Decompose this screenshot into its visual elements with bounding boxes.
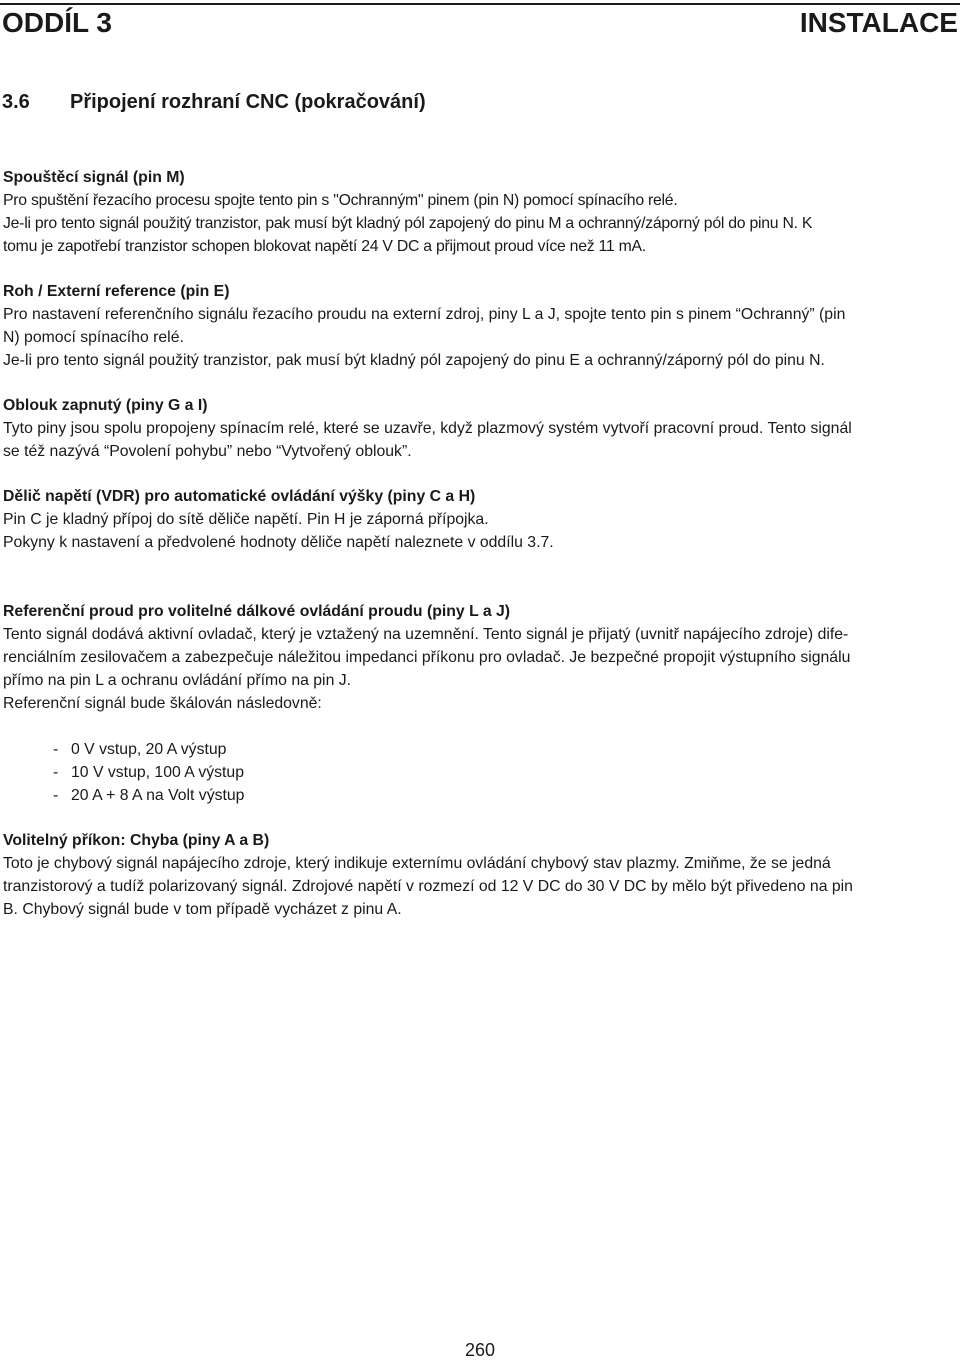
block-line: Toto je chybový signál napájecího zdroje, který indikuje externímu ovládání chybový stav plazmy. Zmiňme, že se jedná	[3, 855, 831, 872]
list-dash: -	[53, 764, 59, 781]
list-item	[3, 784, 958, 807]
block-reference-current	[3, 600, 958, 715]
block-line: B. Chybový signál bude v tom případě vycházet z pinu A.	[3, 901, 402, 918]
block-line: renciálním zesilovačem a zabezpečuje náležitou impedanci příkonu pro ovladač. Je bezpečné propojit výstupního signálu	[3, 649, 851, 666]
block-error-input	[3, 829, 958, 921]
block-heading: Dělič napětí (VDR) pro automatické ovládání výšky (piny C a H)	[3, 488, 476, 505]
document-body	[3, 166, 958, 921]
block-line: se též nazývá “Povolení pohybu” nebo “Vytvořený oblouk”.	[3, 443, 412, 460]
section-number: 3.6	[2, 91, 30, 113]
list-item-text: 10 V vstup, 100 A výstup	[71, 764, 245, 781]
chapter-label: ODDÍL 3	[2, 7, 112, 38]
block-heading: Volitelný příkon: Chyba (piny A a B)	[3, 832, 270, 849]
list-item-text: 0 V vstup, 20 A výstup	[71, 741, 227, 758]
block-line: Referenční signál bude škálován následovně:	[3, 695, 322, 712]
chapter-title: INSTALACE	[799, 7, 958, 38]
block-line: tomu je zapotřebí tranzistor schopen blokovat napětí 24 V DC a přijmout proud více než 11 mA.	[3, 238, 646, 255]
block-line: Tyto piny jsou spolu propojeny spínacím relé, které se uzavře, když plazmový systém vytvoří pracovní proud. Tento signál	[3, 420, 852, 437]
block-heading: Referenční proud pro volitelné dálkové ovládání proudu (piny L a J)	[3, 603, 511, 620]
block-line: přímo na pin L a ochranu ovládání přímo na pin J.	[3, 672, 352, 689]
list-item	[3, 738, 958, 761]
block-line: Je-li pro tento signál použitý tranzistor, pak musí být kladný pól zapojený do pinu M a ochranný/záporný pól do pinu N. K	[3, 215, 813, 232]
block-line: Je-li pro tento signál použitý tranzistor, pak musí být kladný pól zapojený do pinu E a ochranný/záporný pól do pinu N.	[3, 352, 825, 369]
list-dash: -	[53, 741, 59, 758]
block-trigger-signal	[3, 166, 958, 258]
block-heading: Oblouk zapnutý (piny G a I)	[3, 397, 208, 414]
section-heading	[2, 88, 426, 116]
block-line: Pro nastavení referenčního signálu řezacího proudu na externí zdroj, piny L a J, spojte tento pin s pinem “Ochranný” (pin	[3, 306, 846, 323]
list-dash: -	[53, 787, 59, 804]
block-external-reference	[3, 280, 958, 372]
block-line: tranzistorový a tudíž polarizovaný signál. Zdrojové napětí v rozmezí od 12 V DC do 30 V DC by mělo být přivedeno na pin	[3, 878, 853, 895]
list-item-text: 20 A + 8 A na Volt výstup	[71, 787, 245, 804]
block-heading: Spouštěcí signál (pin M)	[3, 169, 185, 186]
block-line: Tento signál dodává aktivní ovladač, který je vztažený na uzemnění. Tento signál je přijatý (uvnitř napájecího zdroje) dife-	[3, 626, 849, 643]
block-line: Pro spuštění řezacího procesu spojte tento pin s "Ochranným" pinem (pin N) pomocí spínacího relé.	[3, 192, 678, 209]
block-heading: Roh / Externí reference (pin E)	[3, 283, 230, 300]
block-voltage-divider	[3, 485, 958, 554]
block-line: N) pomocí spínacího relé.	[3, 329, 184, 346]
block-line: Pin C je kladný přípoj do sítě děliče napětí. Pin H je záporná přípojka.	[3, 511, 489, 528]
block-line: Pokyny k nastavení a předvolené hodnoty děliče napětí naleznete v oddílu 3.7.	[3, 534, 554, 551]
list-item	[3, 761, 958, 784]
section-title-text: Připojení rozhraní CNC (pokračování)	[70, 91, 426, 113]
block-arc-on	[3, 394, 958, 463]
page-number: 260	[464, 1340, 496, 1360]
scaling-list	[3, 738, 958, 807]
